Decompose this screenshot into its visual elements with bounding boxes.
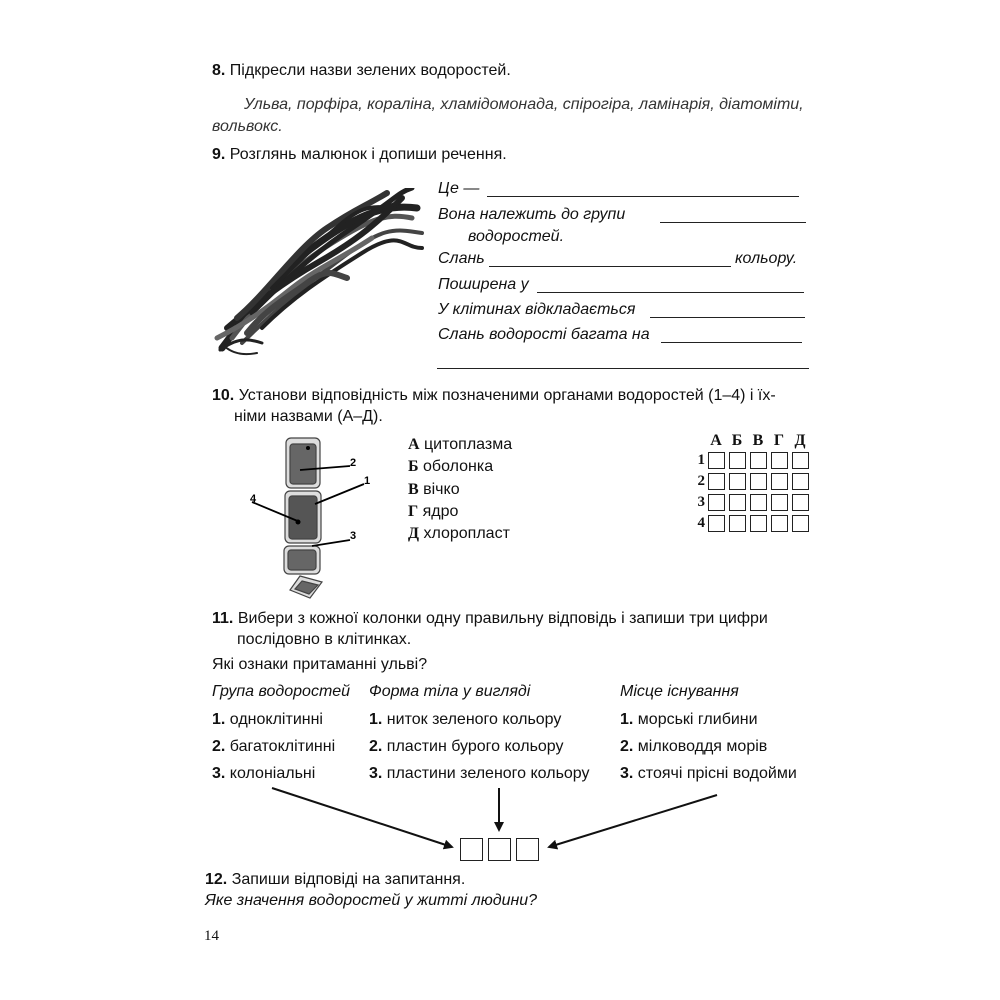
option-text: вічко (423, 481, 460, 498)
sentence-color: кольору. (735, 250, 798, 267)
option-letter: Д (408, 525, 420, 542)
column-header-form: Форма тіла у вигляді (369, 683, 531, 700)
grid-cell[interactable] (708, 452, 725, 469)
item-number: 1. (620, 711, 634, 728)
diagram-label-2: 2 (350, 457, 357, 469)
question-12 (205, 871, 465, 889)
question-8 (212, 62, 511, 80)
question-11-cont: послідовно в клітинках. (237, 631, 412, 648)
option-g (408, 503, 458, 521)
grid-col-header: Г (773, 432, 785, 449)
algae-list-line-1: Ульва, порфіра, кораліна, хламідомонада, спірогіра, ламінарія, діатоміти, (244, 96, 804, 113)
answer-box-2[interactable] (488, 838, 511, 861)
grid-cell[interactable] (750, 473, 767, 490)
sentence-this-is: Це — (438, 180, 480, 197)
answer-box-3[interactable] (516, 838, 539, 861)
question-text: Підкресли назви зелених водоростей. (229, 62, 511, 79)
option-b (408, 458, 493, 476)
algae-list-line-2: вольвокс. (212, 118, 283, 135)
grid-cell[interactable] (708, 473, 725, 490)
column-1-item (212, 738, 335, 756)
grid-cell[interactable] (729, 452, 746, 469)
item-text: колоніальні (229, 765, 316, 782)
filament-diagram (240, 436, 380, 601)
item-text: пластин бурого кольору (386, 738, 564, 755)
option-a (408, 436, 512, 454)
grid-cell[interactable] (750, 494, 767, 511)
column-header-habitat: Місце існування (620, 683, 739, 700)
answer-line[interactable] (487, 196, 799, 197)
question-number: 9. (212, 146, 226, 163)
option-v (408, 481, 460, 499)
question-text: Запиши відповіді на запитання. (231, 871, 466, 888)
question-text: Розглянь малюнок і допиши речення. (229, 146, 507, 163)
column-2-item (369, 765, 590, 783)
grid-cell[interactable] (792, 452, 809, 469)
option-text: оболонка (423, 458, 494, 475)
question-11 (212, 610, 768, 628)
grid-col-header: Б (731, 432, 743, 449)
grid-col-header: В (752, 432, 764, 449)
grid-cell[interactable] (708, 515, 725, 532)
grid-row-number: 1 (697, 452, 705, 468)
grid-col-header: А (710, 432, 722, 449)
diagram-label-3: 3 (350, 530, 357, 542)
item-text: мілководдя морів (637, 738, 768, 755)
grid-col-header: Д (794, 432, 806, 449)
item-text: стоячі прісні водойми (637, 765, 797, 782)
grid-cell[interactable] (792, 515, 809, 532)
column-header-group: Група водоростей (212, 683, 351, 700)
grid-row-number: 4 (697, 515, 705, 531)
answer-line[interactable] (437, 368, 809, 369)
question-number: 11. (212, 610, 234, 627)
grid-cell[interactable] (729, 473, 746, 490)
column-2-item (369, 711, 561, 729)
answer-line[interactable] (660, 222, 806, 223)
column-3-item (620, 711, 758, 729)
diagram-label-4: 4 (250, 493, 257, 505)
option-text: хлоропласт (423, 525, 510, 542)
option-text: ядро (422, 503, 459, 520)
item-number: 2. (620, 738, 634, 755)
question-number: 8. (212, 62, 226, 79)
item-text: морські глибини (637, 711, 758, 728)
question-number: 10. (212, 387, 235, 404)
grid-cell[interactable] (792, 473, 809, 490)
answer-line[interactable] (650, 317, 805, 318)
grid-row-number: 2 (697, 473, 705, 489)
item-number: 1. (212, 711, 226, 728)
question-11-sub: Які ознаки притаманні ульві? (212, 656, 428, 673)
answer-grid (690, 432, 820, 542)
grid-cell[interactable] (750, 452, 767, 469)
sentence-algae: водоростей. (468, 228, 565, 245)
seaweed-illustration (212, 188, 424, 358)
item-number: 3. (369, 765, 383, 782)
question-text: Вибери з кожної колонки одну правильну відповідь і запиши три цифри (237, 610, 768, 627)
question-9 (212, 146, 507, 164)
column-1-item (212, 765, 315, 783)
item-number: 2. (369, 738, 383, 755)
option-letter: В (408, 481, 419, 498)
item-number: 1. (369, 711, 383, 728)
sentence-distributed: Поширена у (438, 276, 529, 293)
grid-cell[interactable] (708, 494, 725, 511)
question-10-cont: німи назвами (А–Д). (234, 408, 383, 425)
column-1-item (212, 711, 323, 729)
sentence-thallus: Слань (438, 250, 485, 267)
answer-line[interactable] (537, 292, 804, 293)
grid-cell[interactable] (771, 494, 788, 511)
item-number: 3. (212, 765, 226, 782)
grid-cell[interactable] (771, 515, 788, 532)
sentence-rich-in: Слань водорості багата на (438, 326, 650, 343)
option-letter: Г (408, 503, 419, 520)
answer-line[interactable] (489, 266, 731, 267)
item-text: багатоклітинні (229, 738, 336, 755)
item-text: одноклітинні (229, 711, 323, 728)
item-text: ниток зеленого кольору (386, 711, 562, 728)
grid-cell[interactable] (729, 515, 746, 532)
grid-cell[interactable] (792, 494, 809, 511)
column-3-item (620, 765, 797, 783)
answer-box-1[interactable] (460, 838, 483, 861)
grid-cell[interactable] (750, 515, 767, 532)
option-letter: Б (408, 458, 419, 475)
question-number: 12. (205, 871, 228, 888)
page-number: 14 (204, 928, 219, 944)
column-3-item (620, 738, 767, 756)
grid-cell[interactable] (729, 494, 746, 511)
item-text: пластини зеленого кольору (386, 765, 590, 782)
grid-row-number: 3 (697, 494, 705, 510)
grid-cell[interactable] (771, 452, 788, 469)
diagram-label-1: 1 (364, 475, 371, 487)
answer-line[interactable] (661, 342, 802, 343)
question-text: Установи відповідність між позначеними органами водоростей (1–4) і їх- (238, 387, 776, 404)
item-number: 3. (620, 765, 634, 782)
column-2-item (369, 738, 564, 756)
sentence-belongs-group: Вона належить до групи (438, 206, 626, 223)
option-text: цитоплазма (424, 436, 513, 453)
sentence-cells-deposit: У клітинах відкладається (438, 301, 636, 318)
option-letter: А (408, 436, 420, 453)
question-10 (212, 387, 776, 405)
option-d (408, 525, 510, 543)
question-12-sub: Яке значення водоростей у житті людини? (205, 892, 538, 909)
item-number: 2. (212, 738, 226, 755)
grid-cell[interactable] (771, 473, 788, 490)
